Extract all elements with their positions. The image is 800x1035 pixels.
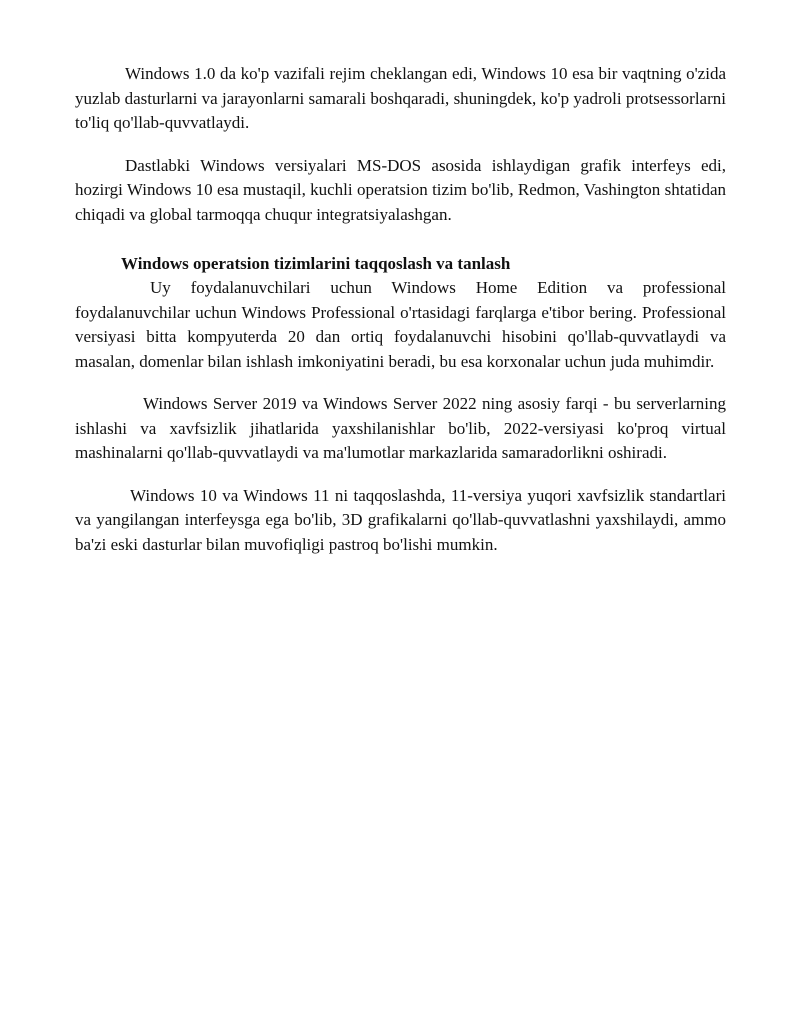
document-page <box>75 62 726 557</box>
section-heading: Windows operatsion tizimlarini taqqoslash va tanlash <box>121 254 511 273</box>
paragraph-multitasking: Windows 1.0 da ko'p vazifali rejim cheklangan edi, Windows 10 esa bir vaqtning o'zida yuzlab dasturlarni va jarayonlarni samarali boshqaradi, shuningdek, ko'p yadroli protsessorlarni to'liq qo'llab-quvvatlaydi. <box>75 64 726 132</box>
paragraph-windows10-vs-11: Windows 10 va Windows 11 ni taqqoslashda, 11-versiya yuqori xavfsizlik standartlari va yangilangan interfeysga ega bo'lib, 3D grafikalarni qo'llab-quvvatlashni yaxshilaydi, ammo ba'zi eski dasturlar bilan muvofiqligi pastroq bo'lishi mumkin. <box>75 485 726 554</box>
paragraph-ms-dos-history: Dastlabki Windows versiyalari MS-DOS asosida ishlaydigan grafik interfeys edi, hozirgi Windows 10 esa mustaqil, kuchli operatsion tizim bo'lib, Redmon, Vashington shtatidan chiqadi va global tarmoqqa chuqur integratsiyalashgan. <box>75 155 726 224</box>
paragraph-server-comparison: Windows Server 2019 va Windows Server 2022 ning asosiy farqi - bu serverlarning ishlashi va xavfsizlik jihatlarida yaxshilanishlar bo'lib, 2022-versiyasi ko'proq virtual mashinalarni qo'llab-quvvatlaydi va ma'lumotlar markazlarida samaradorlikni oshiradi. <box>75 394 726 462</box>
paragraph-home-vs-professional: Uy foydalanuvchilari uchun Windows Home Edition va professional foydalanuvchilar uchun Windows Professional o'rtasidagi farqlarga e'tibor bering. Professional versiyasi bitta kompyuterda 20 dan ortiq foydalanuvchi hisobini qo'llab-quvvatlaydi va masalan, domenlar bilan ishlash imkoniyatini beradi, bu esa korxonalar uchun juda muhimdir. <box>75 278 726 371</box>
